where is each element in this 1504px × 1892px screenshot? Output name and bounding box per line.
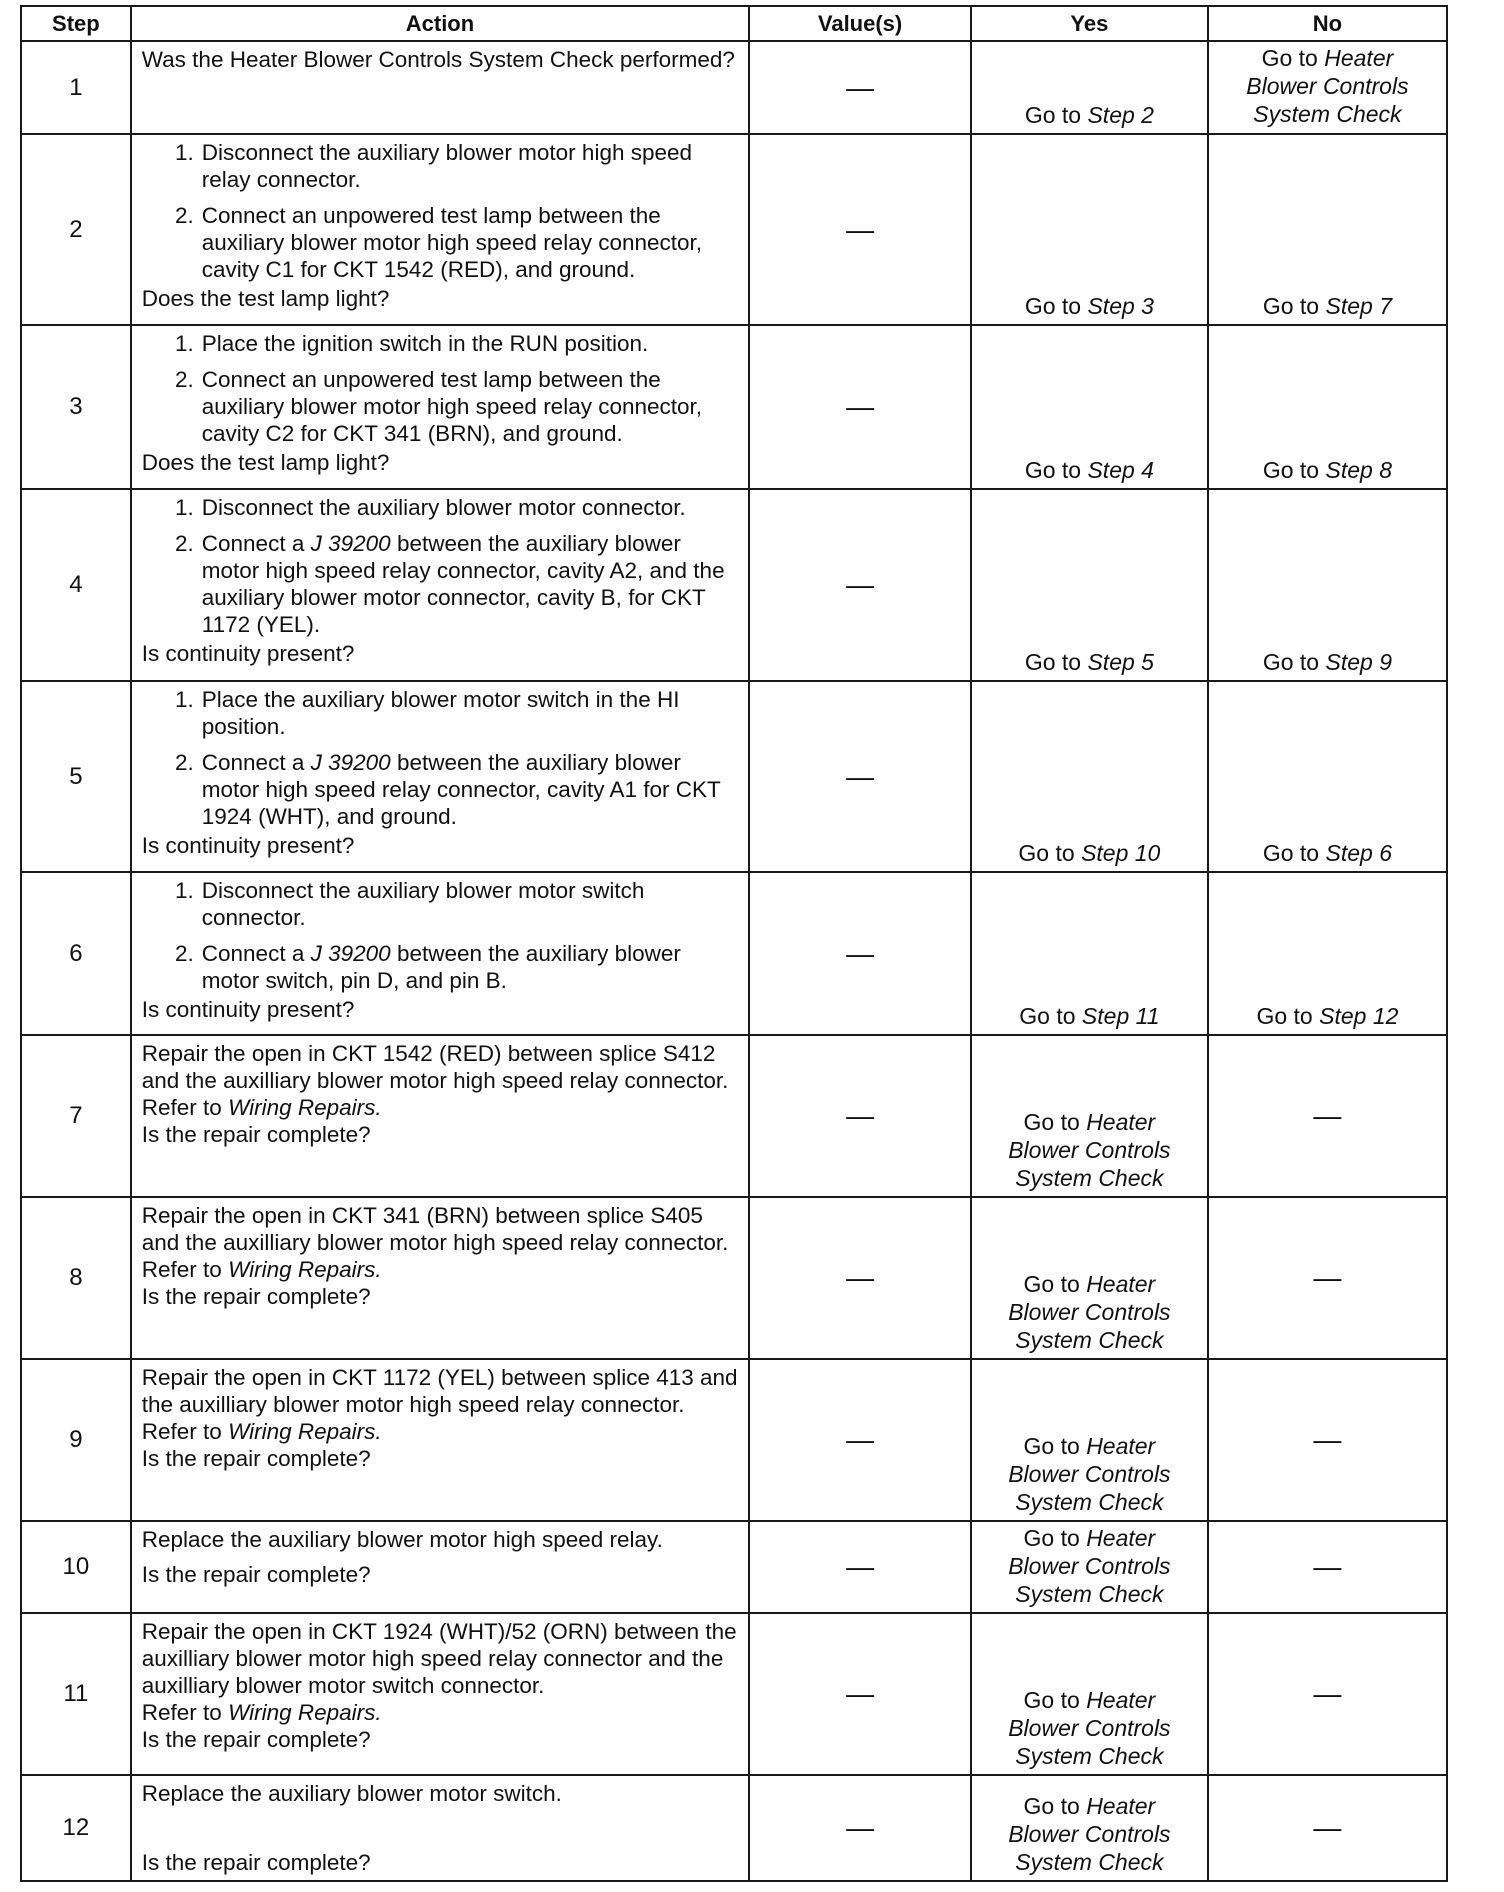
list-item: 1. Place the auxiliary blower motor switch in the HI position. bbox=[175, 687, 680, 739]
step-number: 4 bbox=[21, 489, 131, 681]
no-cell: — bbox=[1208, 1035, 1447, 1197]
action-cell bbox=[131, 1613, 749, 1775]
no-cell: — bbox=[1208, 1359, 1447, 1521]
goto-label: Go to bbox=[1262, 293, 1320, 319]
question-text: Is the repair complete? bbox=[141, 1727, 371, 1752]
no-cell: — bbox=[1208, 1521, 1447, 1613]
goto-link[interactable]: System Check bbox=[1015, 1849, 1164, 1875]
goto-link[interactable]: Step 5 bbox=[1087, 649, 1154, 675]
value-cell: — bbox=[749, 1359, 971, 1521]
step-number: 12 bbox=[21, 1775, 131, 1881]
value-cell: — bbox=[749, 489, 971, 681]
action-cell bbox=[131, 134, 749, 325]
table-row bbox=[21, 1197, 1447, 1359]
wiring-repairs-link[interactable]: Wiring Repairs. bbox=[228, 1257, 382, 1282]
table-row bbox=[21, 1521, 1447, 1613]
refer-text: Refer to Wiring Repairs. bbox=[141, 1419, 382, 1444]
diagnostic-table bbox=[20, 5, 1448, 1882]
list-item: 2. Connect an unpowered test lamp between the auxiliary blower motor high speed relay connector, cavity C1 for CKT 1542 (RED), and ground. bbox=[175, 203, 703, 282]
goto-link[interactable]: Step 2 bbox=[1087, 102, 1154, 128]
connect-label: Connect a bbox=[201, 941, 305, 966]
goto-link[interactable]: Step 11 bbox=[1081, 1003, 1160, 1029]
no-cell bbox=[1208, 134, 1447, 325]
connect-label: Connect a bbox=[201, 750, 305, 775]
tool-number: J 39200 bbox=[310, 750, 391, 775]
table-row bbox=[21, 1359, 1447, 1521]
goto-label: Go to bbox=[1023, 1109, 1080, 1135]
goto-label: Go to bbox=[1024, 649, 1082, 675]
list-item: 1. Disconnect the auxiliary blower motor connector. bbox=[175, 495, 686, 520]
yes-cell bbox=[971, 872, 1208, 1035]
action-text: Was the Heater Blower Controls System Check performed? bbox=[141, 47, 735, 72]
question-text: Is continuity present? bbox=[141, 997, 355, 1022]
question-text: Is the repair complete? bbox=[141, 1284, 371, 1309]
tool-number: J 39200 bbox=[310, 531, 391, 556]
table-row bbox=[21, 1775, 1447, 1881]
value-cell: — bbox=[749, 1197, 971, 1359]
goto-link[interactable]: System Check bbox=[1015, 1165, 1164, 1191]
goto-label: Go to bbox=[1024, 457, 1082, 483]
table-row bbox=[21, 41, 1447, 134]
list-item: 2. Connect a J 39200 between the auxiliary blower motor switch, pin D, and pin B. bbox=[175, 941, 681, 993]
list-item: 1. Place the ignition switch in the RUN position. bbox=[175, 331, 649, 356]
goto-label: Go to bbox=[1262, 457, 1320, 483]
step-number: 9 bbox=[21, 1359, 131, 1521]
question-text: Is continuity present? bbox=[141, 641, 355, 666]
no-cell bbox=[1208, 325, 1447, 489]
goto-label: Go to bbox=[1018, 840, 1075, 866]
action-cell bbox=[131, 1197, 749, 1359]
header-row bbox=[21, 6, 1447, 41]
yes-cell bbox=[971, 489, 1208, 681]
goto-link[interactable]: Blower Controls bbox=[1008, 1821, 1171, 1847]
goto-label: Go to bbox=[1019, 1003, 1076, 1029]
tool-number: J 39200 bbox=[310, 941, 391, 966]
step-number: 1 bbox=[21, 41, 131, 134]
refer-text: Refer to Wiring Repairs. bbox=[141, 1257, 382, 1282]
step-number: 2 bbox=[21, 134, 131, 325]
value-cell: — bbox=[749, 41, 971, 134]
yes-cell bbox=[971, 134, 1208, 325]
refer-text: Refer to Wiring Repairs. bbox=[141, 1095, 382, 1120]
action-text: Replace the auxiliary blower motor switch. bbox=[141, 1781, 562, 1806]
goto-link[interactable]: Step 10 bbox=[1081, 840, 1161, 866]
value-cell: — bbox=[749, 1035, 971, 1197]
action-text: Repair the open in CKT 1924 (WHT)/52 (ORN) between the auxilliary blower motor high speed relay connector and the auxilliary blower motor switch connector. bbox=[141, 1619, 737, 1698]
no-cell bbox=[1208, 681, 1447, 872]
goto-link[interactable]: System Check bbox=[1015, 1581, 1164, 1607]
goto-link[interactable]: Blower Controls bbox=[1246, 73, 1409, 99]
goto-link[interactable]: System Check bbox=[1015, 1489, 1164, 1515]
goto-label: Go to bbox=[1024, 293, 1082, 319]
table-row bbox=[21, 872, 1447, 1035]
action-text: Replace the auxiliary blower motor high speed relay. bbox=[141, 1527, 663, 1552]
header-action: Action bbox=[131, 6, 749, 41]
table-row bbox=[21, 1613, 1447, 1775]
action-list bbox=[142, 139, 738, 283]
goto-label: Go to bbox=[1023, 1687, 1080, 1713]
table-row bbox=[21, 489, 1447, 681]
step-number: 8 bbox=[21, 1197, 131, 1359]
yes-cell bbox=[971, 1613, 1208, 1775]
yes-cell bbox=[971, 41, 1208, 134]
table-row bbox=[21, 134, 1447, 325]
goto-link[interactable]: Blower Controls bbox=[1008, 1299, 1171, 1325]
goto-link[interactable]: Heater bbox=[1086, 1271, 1156, 1297]
value-cell: — bbox=[749, 1613, 971, 1775]
goto-link[interactable]: Blower Controls bbox=[1008, 1461, 1171, 1487]
value-cell: — bbox=[749, 681, 971, 872]
header-yes: Yes bbox=[971, 6, 1208, 41]
action-cell bbox=[131, 681, 749, 872]
goto-link[interactable]: Heater bbox=[1324, 45, 1394, 71]
action-cell bbox=[131, 489, 749, 681]
action-list bbox=[142, 494, 738, 638]
goto-label: Go to bbox=[1262, 649, 1320, 675]
goto-label: Go to bbox=[1261, 45, 1318, 71]
action-cell bbox=[131, 872, 749, 1035]
wiring-repairs-link[interactable]: Wiring Repairs. bbox=[228, 1700, 382, 1725]
question-text: Is continuity present? bbox=[141, 833, 355, 858]
step-number: 3 bbox=[21, 325, 131, 489]
question-text: Does the test lamp light? bbox=[141, 286, 390, 311]
header-values: Value(s) bbox=[749, 6, 971, 41]
goto-link[interactable]: Step 6 bbox=[1325, 840, 1392, 866]
goto-link[interactable]: System Check bbox=[1253, 101, 1402, 127]
action-text: Repair the open in CKT 341 (BRN) between splice S405 and the auxilliary blower motor high speed relay connector. bbox=[141, 1203, 729, 1255]
goto-link[interactable]: Step 3 bbox=[1087, 293, 1154, 319]
goto-label: Go to bbox=[1023, 1433, 1080, 1459]
question-text: Is the repair complete? bbox=[141, 1850, 371, 1875]
yes-cell bbox=[971, 1521, 1208, 1613]
yes-cell bbox=[971, 1035, 1208, 1197]
goto-link[interactable]: Heater bbox=[1086, 1433, 1156, 1459]
goto-label: Go to bbox=[1023, 1271, 1080, 1297]
question-text: Is the repair complete? bbox=[141, 1562, 371, 1587]
action-cell bbox=[131, 325, 749, 489]
goto-link[interactable]: System Check bbox=[1015, 1327, 1164, 1353]
step-number: 5 bbox=[21, 681, 131, 872]
goto-link[interactable]: Heater bbox=[1086, 1793, 1156, 1819]
action-list bbox=[142, 877, 738, 994]
no-cell bbox=[1208, 489, 1447, 681]
goto-link[interactable]: Step 9 bbox=[1325, 649, 1392, 675]
connect-label: Connect a bbox=[201, 531, 305, 556]
table-row bbox=[21, 325, 1447, 489]
list-item: 2. Connect a J 39200 between the auxiliary blower motor high speed relay connector, cavity A2, and the auxiliary blower motor connector, cavity B, for CKT 1172 (YEL). bbox=[175, 531, 725, 637]
goto-label: Go to bbox=[1024, 102, 1082, 128]
action-cell bbox=[131, 1775, 749, 1881]
yes-cell bbox=[971, 325, 1208, 489]
action-list bbox=[142, 686, 738, 830]
action-cell bbox=[131, 1521, 749, 1613]
yes-cell bbox=[971, 681, 1208, 872]
action-cell bbox=[131, 41, 749, 134]
value-cell: — bbox=[749, 1521, 971, 1613]
step-number: 7 bbox=[21, 1035, 131, 1197]
no-cell: — bbox=[1208, 1775, 1447, 1881]
table-row bbox=[21, 1035, 1447, 1197]
step-number: 6 bbox=[21, 872, 131, 1035]
goto-link[interactable]: Heater bbox=[1086, 1109, 1156, 1135]
goto-link[interactable]: Step 7 bbox=[1325, 293, 1392, 319]
goto-link[interactable]: Heater bbox=[1086, 1525, 1156, 1551]
value-cell: — bbox=[749, 872, 971, 1035]
yes-cell bbox=[971, 1359, 1208, 1521]
step-number: 10 bbox=[21, 1521, 131, 1613]
action-list bbox=[142, 330, 738, 447]
goto-link[interactable]: System Check bbox=[1015, 1743, 1164, 1769]
goto-label: Go to bbox=[1023, 1793, 1080, 1819]
goto-link[interactable]: Step 8 bbox=[1325, 457, 1392, 483]
goto-label: Go to bbox=[1023, 1525, 1080, 1551]
list-item: 2. Connect an unpowered test lamp between the auxiliary blower motor high speed relay connector, cavity C2 for CKT 341 (BRN), and ground. bbox=[175, 367, 703, 446]
goto-label: Go to bbox=[1262, 840, 1320, 866]
yes-cell bbox=[971, 1197, 1208, 1359]
yes-cell bbox=[971, 1775, 1208, 1881]
goto-link[interactable]: Step 4 bbox=[1087, 457, 1154, 483]
value-cell: — bbox=[749, 1775, 971, 1881]
header-step: Step bbox=[21, 6, 131, 41]
list-item: 1. Disconnect the auxiliary blower motor switch connector. bbox=[175, 878, 645, 930]
goto-link[interactable]: Heater bbox=[1086, 1687, 1156, 1713]
value-cell: — bbox=[749, 134, 971, 325]
table-row bbox=[21, 681, 1447, 872]
no-cell: — bbox=[1208, 1197, 1447, 1359]
question-text: Is the repair complete? bbox=[141, 1446, 371, 1471]
value-cell: — bbox=[749, 325, 971, 489]
no-cell bbox=[1208, 872, 1447, 1035]
step-number: 11 bbox=[21, 1613, 131, 1775]
header-no: No bbox=[1208, 6, 1447, 41]
list-item: 2. Connect a J 39200 between the auxiliary blower motor high speed relay connector, cavity A1 for CKT 1924 (WHT), and ground. bbox=[175, 750, 721, 829]
wiring-repairs-link[interactable]: Wiring Repairs. bbox=[228, 1095, 382, 1120]
goto-label: Go to bbox=[1256, 1003, 1313, 1029]
question-text: Does the test lamp light? bbox=[141, 450, 390, 475]
no-cell: — bbox=[1208, 1613, 1447, 1775]
action-cell bbox=[131, 1035, 749, 1197]
wiring-repairs-link[interactable]: Wiring Repairs. bbox=[228, 1419, 382, 1444]
action-cell bbox=[131, 1359, 749, 1521]
goto-link[interactable]: Blower Controls bbox=[1008, 1553, 1171, 1579]
action-text: Repair the open in CKT 1542 (RED) between splice S412 and the auxilliary blower motor high speed relay connector. bbox=[141, 1041, 729, 1093]
goto-link[interactable]: Blower Controls bbox=[1008, 1137, 1171, 1163]
goto-link[interactable]: Step 12 bbox=[1319, 1003, 1399, 1029]
goto-link[interactable]: Blower Controls bbox=[1008, 1715, 1171, 1741]
action-text: Repair the open in CKT 1172 (YEL) between splice 413 and the auxilliary blower motor high speed relay connector. bbox=[141, 1365, 738, 1417]
no-cell bbox=[1208, 41, 1447, 134]
question-text: Is the repair complete? bbox=[141, 1122, 371, 1147]
list-item: 1. Disconnect the auxiliary blower motor high speed relay connector. bbox=[175, 140, 693, 192]
refer-text: Refer to Wiring Repairs. bbox=[141, 1700, 382, 1725]
